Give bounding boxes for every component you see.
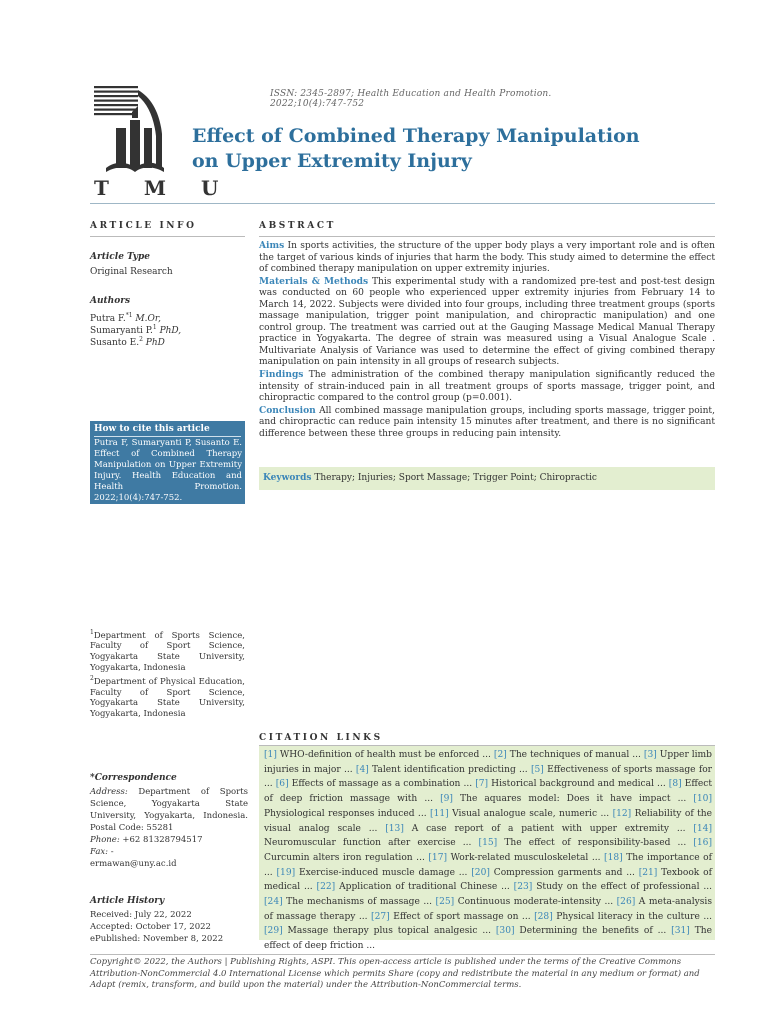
citation-title: The aquares model: Does it have impact ... — [452, 794, 694, 805]
affiliations — [90, 628, 245, 720]
citation-links-heading: CITATION LINKS — [259, 733, 383, 743]
citation-number: [28] — [534, 911, 553, 922]
citation-link[interactable] — [356, 765, 531, 775]
citation-number: [30] — [495, 926, 515, 937]
citation-title: Effect of deep friction massage with ... — [264, 779, 712, 805]
citation-number: [5] — [530, 764, 544, 775]
article-history — [90, 909, 248, 945]
citation-number: [4] — [355, 764, 369, 775]
author-item: Putra F.$^{*1}$ M.Or, — [90, 312, 162, 324]
citation-title: The importance of ... — [264, 852, 712, 878]
citation-title: Work-related musculoskeletal ... — [447, 852, 605, 863]
citation-link[interactable] — [317, 882, 514, 892]
citation-title: Talent identification predicting ... — [368, 764, 531, 775]
citation-title: Massage therapy plus topical analgesic ... — [282, 926, 496, 937]
citation-title: Effectiveness of sports massage for ... — [264, 764, 713, 790]
citation-number: [17] — [428, 852, 448, 863]
citation-title: Application of traditional Chinese ... — [335, 882, 514, 893]
correspondence-label: *Correspondence — [90, 773, 177, 783]
citation-number: [25] — [435, 897, 455, 908]
citation-title: Exercise-induced muscle damage ... — [295, 867, 472, 878]
article-type-label: Article Type — [90, 252, 151, 262]
citation-links-list — [264, 748, 712, 954]
history-published: ePublished: November 8, 2022 — [90, 934, 224, 944]
citation-number: [2] — [493, 750, 507, 760]
citation-link[interactable] — [371, 912, 534, 922]
citation-number: [1] — [264, 750, 277, 760]
copyright-notice: Copyright© 2022, the Authors | Publishing Rights, ASPI. This open-access article is published under the terms of the Creative Commons Attribution-NonCommercial 4.0 International License which permits Share (copy and redistribute the material in any medium or format) and Adapt (remix, transform, and build upon the material) under the Attribution-NonCommercial terms. — [90, 957, 700, 990]
citation-link[interactable] — [471, 868, 638, 878]
citation-link[interactable] — [264, 750, 494, 760]
article-info-heading: ARTICLE INFO — [90, 221, 197, 231]
citation-number: [27] — [371, 911, 390, 922]
citation-link[interactable] — [385, 824, 693, 834]
citation-title: Neuromuscular function after exercise ... — [264, 838, 479, 849]
citation-title: Effects of massage as a combination ... — [288, 779, 476, 790]
citation-link[interactable] — [440, 794, 693, 804]
citation-title: The effect of deep friction ... — [264, 926, 713, 952]
citation-title: The mechanisms of massage ... — [282, 897, 436, 908]
citation-link[interactable] — [276, 868, 471, 878]
affiliation-item: $^1$Department of Sports Science, Faculty of Sport Science, Yogyakarta State University, Yogyakarta, Indonesia — [90, 629, 245, 673]
citation-number: [26] — [616, 897, 636, 908]
footer-divider — [90, 954, 715, 955]
correspondence-address: Address: Department of Sports Science, Yogyakarta State University, Yogyakarta, Indonesia. Postal Code: 55281 — [90, 787, 248, 833]
citation-number: [10] — [693, 794, 712, 805]
abstract-findings: Findings The administration of the combined therapy manipulation significantly reduced the intensity of strain-induced pain in all treatment groups of sports massage, trigger point, and chiropractic compared to the control group (p=0.001). — [259, 369, 715, 404]
citation-number: [20] — [471, 867, 490, 878]
title-line-2: on Upper Extremity Injury — [192, 150, 472, 172]
citation-title: Historical background and medical ... — [488, 779, 669, 790]
citation-link[interactable] — [494, 750, 644, 760]
citation-title: The effect of responsibility-based ... — [497, 838, 694, 849]
article-info-divider — [90, 236, 245, 237]
citation-title: Curcumin alters iron regulation ... — [264, 852, 429, 863]
abstract-conclusion: Conclusion All combined massage manipulation groups, including sports massage, trigger point, and chiropractic can reduce pain intensity 15 minutes after treatment, and there is no significant difference between these three groups in reducing pain intensity. — [259, 404, 715, 439]
citation-number: [14] — [693, 823, 712, 834]
citation-link[interactable] — [475, 779, 669, 789]
citation-title: A case report of a patient with upper extremity ... — [403, 823, 694, 834]
citation-number: [11] — [430, 808, 449, 819]
citation-number: [21] — [638, 867, 658, 878]
citation-title: Texbook of medical ... — [264, 867, 712, 893]
citation-number: [8] — [668, 779, 682, 790]
article-type-value: Original Research — [90, 267, 173, 277]
citation-title: Physiological responses induced ... — [264, 808, 431, 819]
citation-link[interactable] — [276, 779, 475, 789]
correspondence-details — [90, 786, 248, 870]
header-divider — [90, 203, 715, 204]
author-item: Susanto E.$^2$ PhD — [90, 336, 165, 348]
correspondence-email-link[interactable]: ermawan@uny.ac.id — [90, 859, 177, 869]
keywords: Keywords Therapy; Injuries; Sport Massage; Trigger Point; Chiropractic — [263, 473, 597, 483]
citation-number: [7] — [475, 779, 489, 790]
abstract-aims: Aims In sports activities, the structure of the upper body plays a very important role and is often the target of various kinds of injuries that harm the body. This study aimed to determine the effect of combined therapy manipulation on upper extremity injuries. — [259, 240, 715, 275]
citation-title: Study on the effect of professional ... — [532, 882, 713, 893]
citation-title: Visual analogue scale, numeric ... — [448, 808, 613, 819]
abstract-divider — [259, 236, 715, 237]
article-history-label: Article History — [90, 896, 165, 906]
citation-title: A meta-analysis of massage therapy ... — [264, 897, 712, 922]
authors-label: Authors — [90, 296, 131, 306]
how-to-cite-text: Putra F, Sumaryanti P, Susanto E. Effect of Combined Therapy Manipulation on Upper Extremity Injury. Health Education and Health Promotion. 2022;10(4):747-752. — [94, 438, 242, 503]
citation-title: Upper limb injuries in major ... — [264, 750, 712, 775]
correspondence-fax: Fax: - — [90, 847, 114, 857]
citation-link[interactable] — [479, 838, 694, 848]
how-to-cite-heading: How to cite this article — [94, 424, 210, 434]
citation-number: [15] — [478, 838, 498, 849]
citation-number: [12] — [612, 808, 632, 819]
citation-number: [3] — [643, 750, 657, 760]
citation-title: Determining the benefits of ... — [514, 926, 672, 937]
citation-link[interactable] — [264, 897, 436, 907]
history-received: Received: July 22, 2022 — [90, 910, 192, 920]
author-item: Sumaryanti P.$^1$ PhD, — [90, 324, 182, 336]
citation-link[interactable] — [264, 926, 496, 936]
citation-title: Continuous moderate-intensity ... — [454, 897, 617, 908]
title-line-1: Effect of Combined Therapy Manipulation — [192, 125, 640, 147]
citation-title: Physical literacy in the culture ... — [552, 911, 712, 922]
citation-number: [19] — [276, 867, 296, 878]
citation-link[interactable] — [534, 912, 712, 922]
citation-link[interactable] — [496, 926, 671, 936]
journal-issn-line: ISSN: 2345-2897; Health Education and Health Promotion. 2022;10(4):747-752 — [270, 89, 552, 109]
citation-link[interactable] — [514, 882, 712, 892]
citation-title: Compression garments and ... — [489, 867, 639, 878]
citation-title: Effect of sport massage on ... — [389, 911, 535, 922]
abstract-body — [259, 240, 715, 440]
citation-link[interactable] — [428, 853, 604, 863]
citation-title: The techniques of manual ... — [506, 750, 644, 760]
how-to-cite-divider — [94, 436, 241, 437]
abstract-heading: ABSTRACT — [259, 221, 336, 231]
history-accepted: Accepted: October 17, 2022 — [90, 922, 211, 932]
citation-number: [31] — [671, 926, 690, 937]
citation-title: Reliability of the visual analog scale ... — [264, 808, 712, 834]
article-title — [192, 124, 712, 174]
citation-number: [22] — [316, 882, 336, 893]
citation-number: [13] — [385, 823, 404, 834]
citation-number: [6] — [275, 779, 289, 790]
affiliation-item: $^2$Department of Physical Education, Faculty of Sport Science, Yogyakarta State University, Yogyakarta, Indonesia — [90, 675, 245, 719]
citation-link[interactable] — [430, 809, 613, 819]
university-logo-text: T M U — [94, 176, 233, 200]
citation-number: [18] — [604, 852, 623, 863]
citation-title: WHO-definition of health must be enforced ... — [276, 750, 494, 760]
citation-number: [16] — [693, 838, 712, 849]
abstract-methods: Materials & Methods This experimental study with a randomized pre-test and post-test design was conducted on 60 people who experienced upper extremity injuries from February 14 to March 14, 2022. Subjects were divided into four groups, including three treatment groups (sports massage manipulation, trigger point manipulation, and chiropractic manipulation) and one control group. The treatment was carried out at the Gauging Massage Medical Manual Therapy practice in Yogyakarta. The degree of strain was measured using a Visual Analogue Scale . Multivariate Analysis of Variance was used to determine the effect of giving combined therapy manipulation on pain intensity in all groups of research subjects. — [259, 275, 715, 368]
citation-number: [24] — [264, 897, 283, 908]
authors-list — [90, 310, 250, 346]
citation-number: [23] — [513, 882, 533, 893]
correspondence-phone: Phone: +62 81328794517 — [90, 835, 203, 845]
citation-number: [9] — [440, 794, 453, 805]
citation-link[interactable] — [436, 897, 617, 907]
citation-number: [29] — [264, 926, 283, 937]
